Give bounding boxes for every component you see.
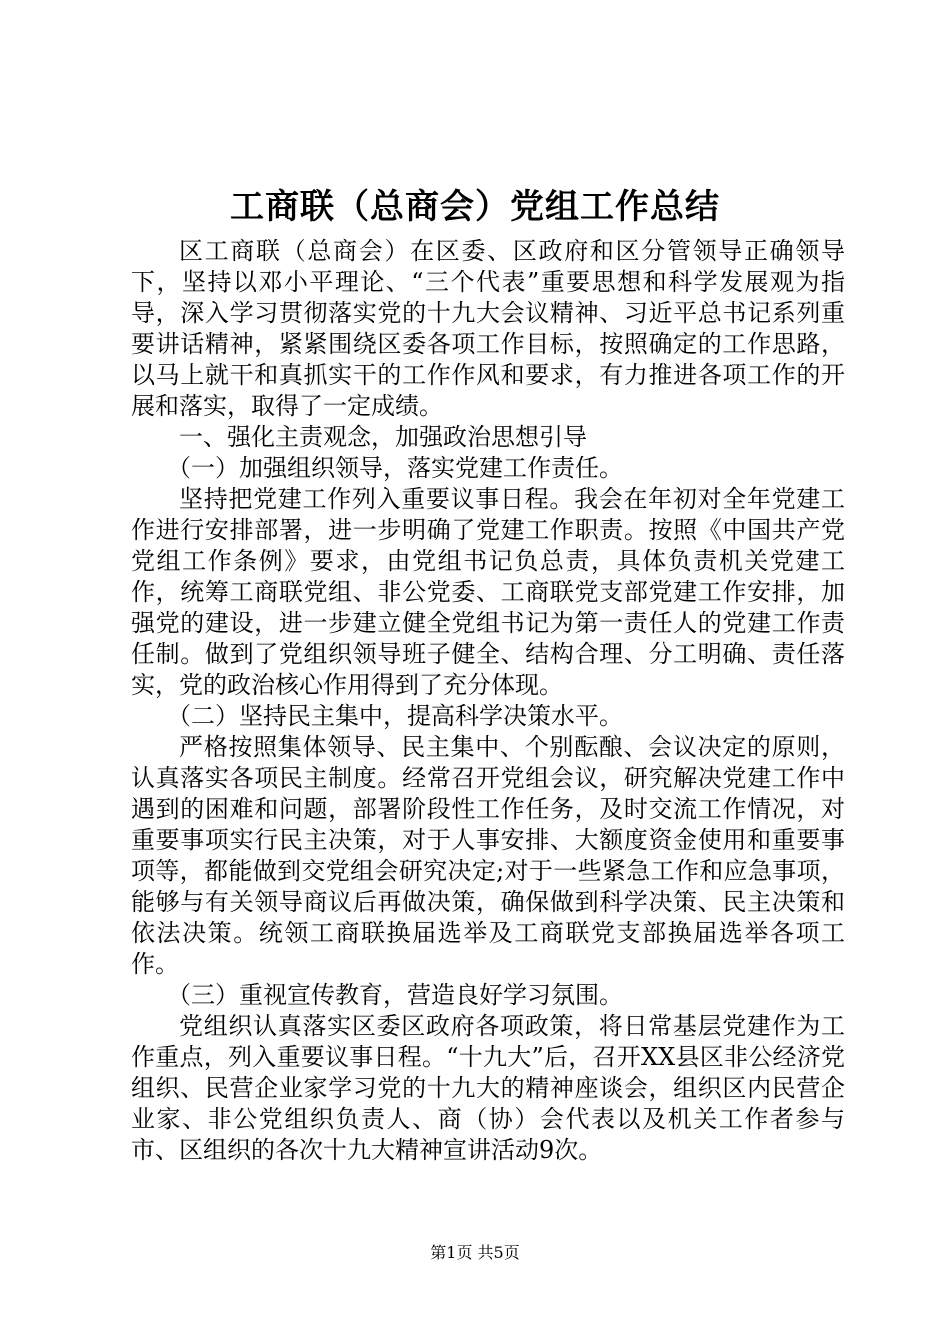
- subsection-paragraph-1: 坚持把党建工作列入重要议事日程。我会在年初对全年党建工作进行安排部署，进一步明确了党建工作职责。按照《中国共产党党组工作条例》要求，由党组书记负总责，具体负责机关党建工作，统筹工商联党组、非公党委、工商联党支部党建工作安排，加强党的建设，进一步建立健全党组书记为第一责任人的党建工作责任制。做到了党组织领导班子健全、结构合理、分工明确、责任落实，党的政治核心作用得到了充分体现。: [131, 485, 845, 699]
- subsection-heading-1: （一）加强组织领导，落实党建工作责任。: [167, 454, 623, 482]
- subsection-heading-3: （三）重视宣传教育，营造良好学习氛围。: [167, 981, 623, 1009]
- intro-paragraph: 区工商联（总商会）在区委、区政府和区分管领导正确领导下，坚持以邓小平理论、“三个代表”重要思想和科学发展观为指导，深入学习贯彻落实党的十九大会议精神、习近平总书记系列重要讲话精神，紧紧围绕区委各项工作目标，按照确定的工作思路，以马上就干和真抓实干的工作作风和要求，有力推进各项工作的开展和落实，取得了一定成绩。: [131, 237, 845, 420]
- document-title: 工商联（总商会）党组工作总结: [230, 187, 720, 227]
- subsection-paragraph-3: 党组织认真落实区委区政府各项政策，将日常基层党建作为工作重点，列入重要议事日程。“十九大”后，召开XX县区非公经济党组织、民营企业家学习党的十九大的精神座谈会，组织区内民营企业家、非公党组织负责人、商（协）会代表以及机关工作者参与市、区组织的各次十九大精神宣讲活动9次。: [131, 1012, 845, 1164]
- page-footer: 第1页 共5页: [430, 1243, 520, 1262]
- document-body: [131, 236, 845, 1166]
- section-heading-1: 一、强化主责观念，加强政治思想引导: [179, 423, 587, 451]
- subsection-paragraph-2: 严格按照集体领导、民主集中、个别酝酿、会议决定的原则，认真落实各项民主制度。经常召开党组会议，研究解决党建工作中遇到的困难和问题，部署阶段性工作任务，及时交流工作情况，对重要事项实行民主决策，对于人事安排、大额度资金使用和重要事项等，都能做到交党组会研究决定;对于一些紧急工作和应急事项，能够与有关领导商议后再做决策，确保做到科学决策、民主决策和依法决策。统领工商联换届选举及工商联党支部换届选举各项工作。: [131, 733, 845, 978]
- subsection-heading-2: （二）坚持民主集中，提高科学决策水平。: [167, 702, 623, 730]
